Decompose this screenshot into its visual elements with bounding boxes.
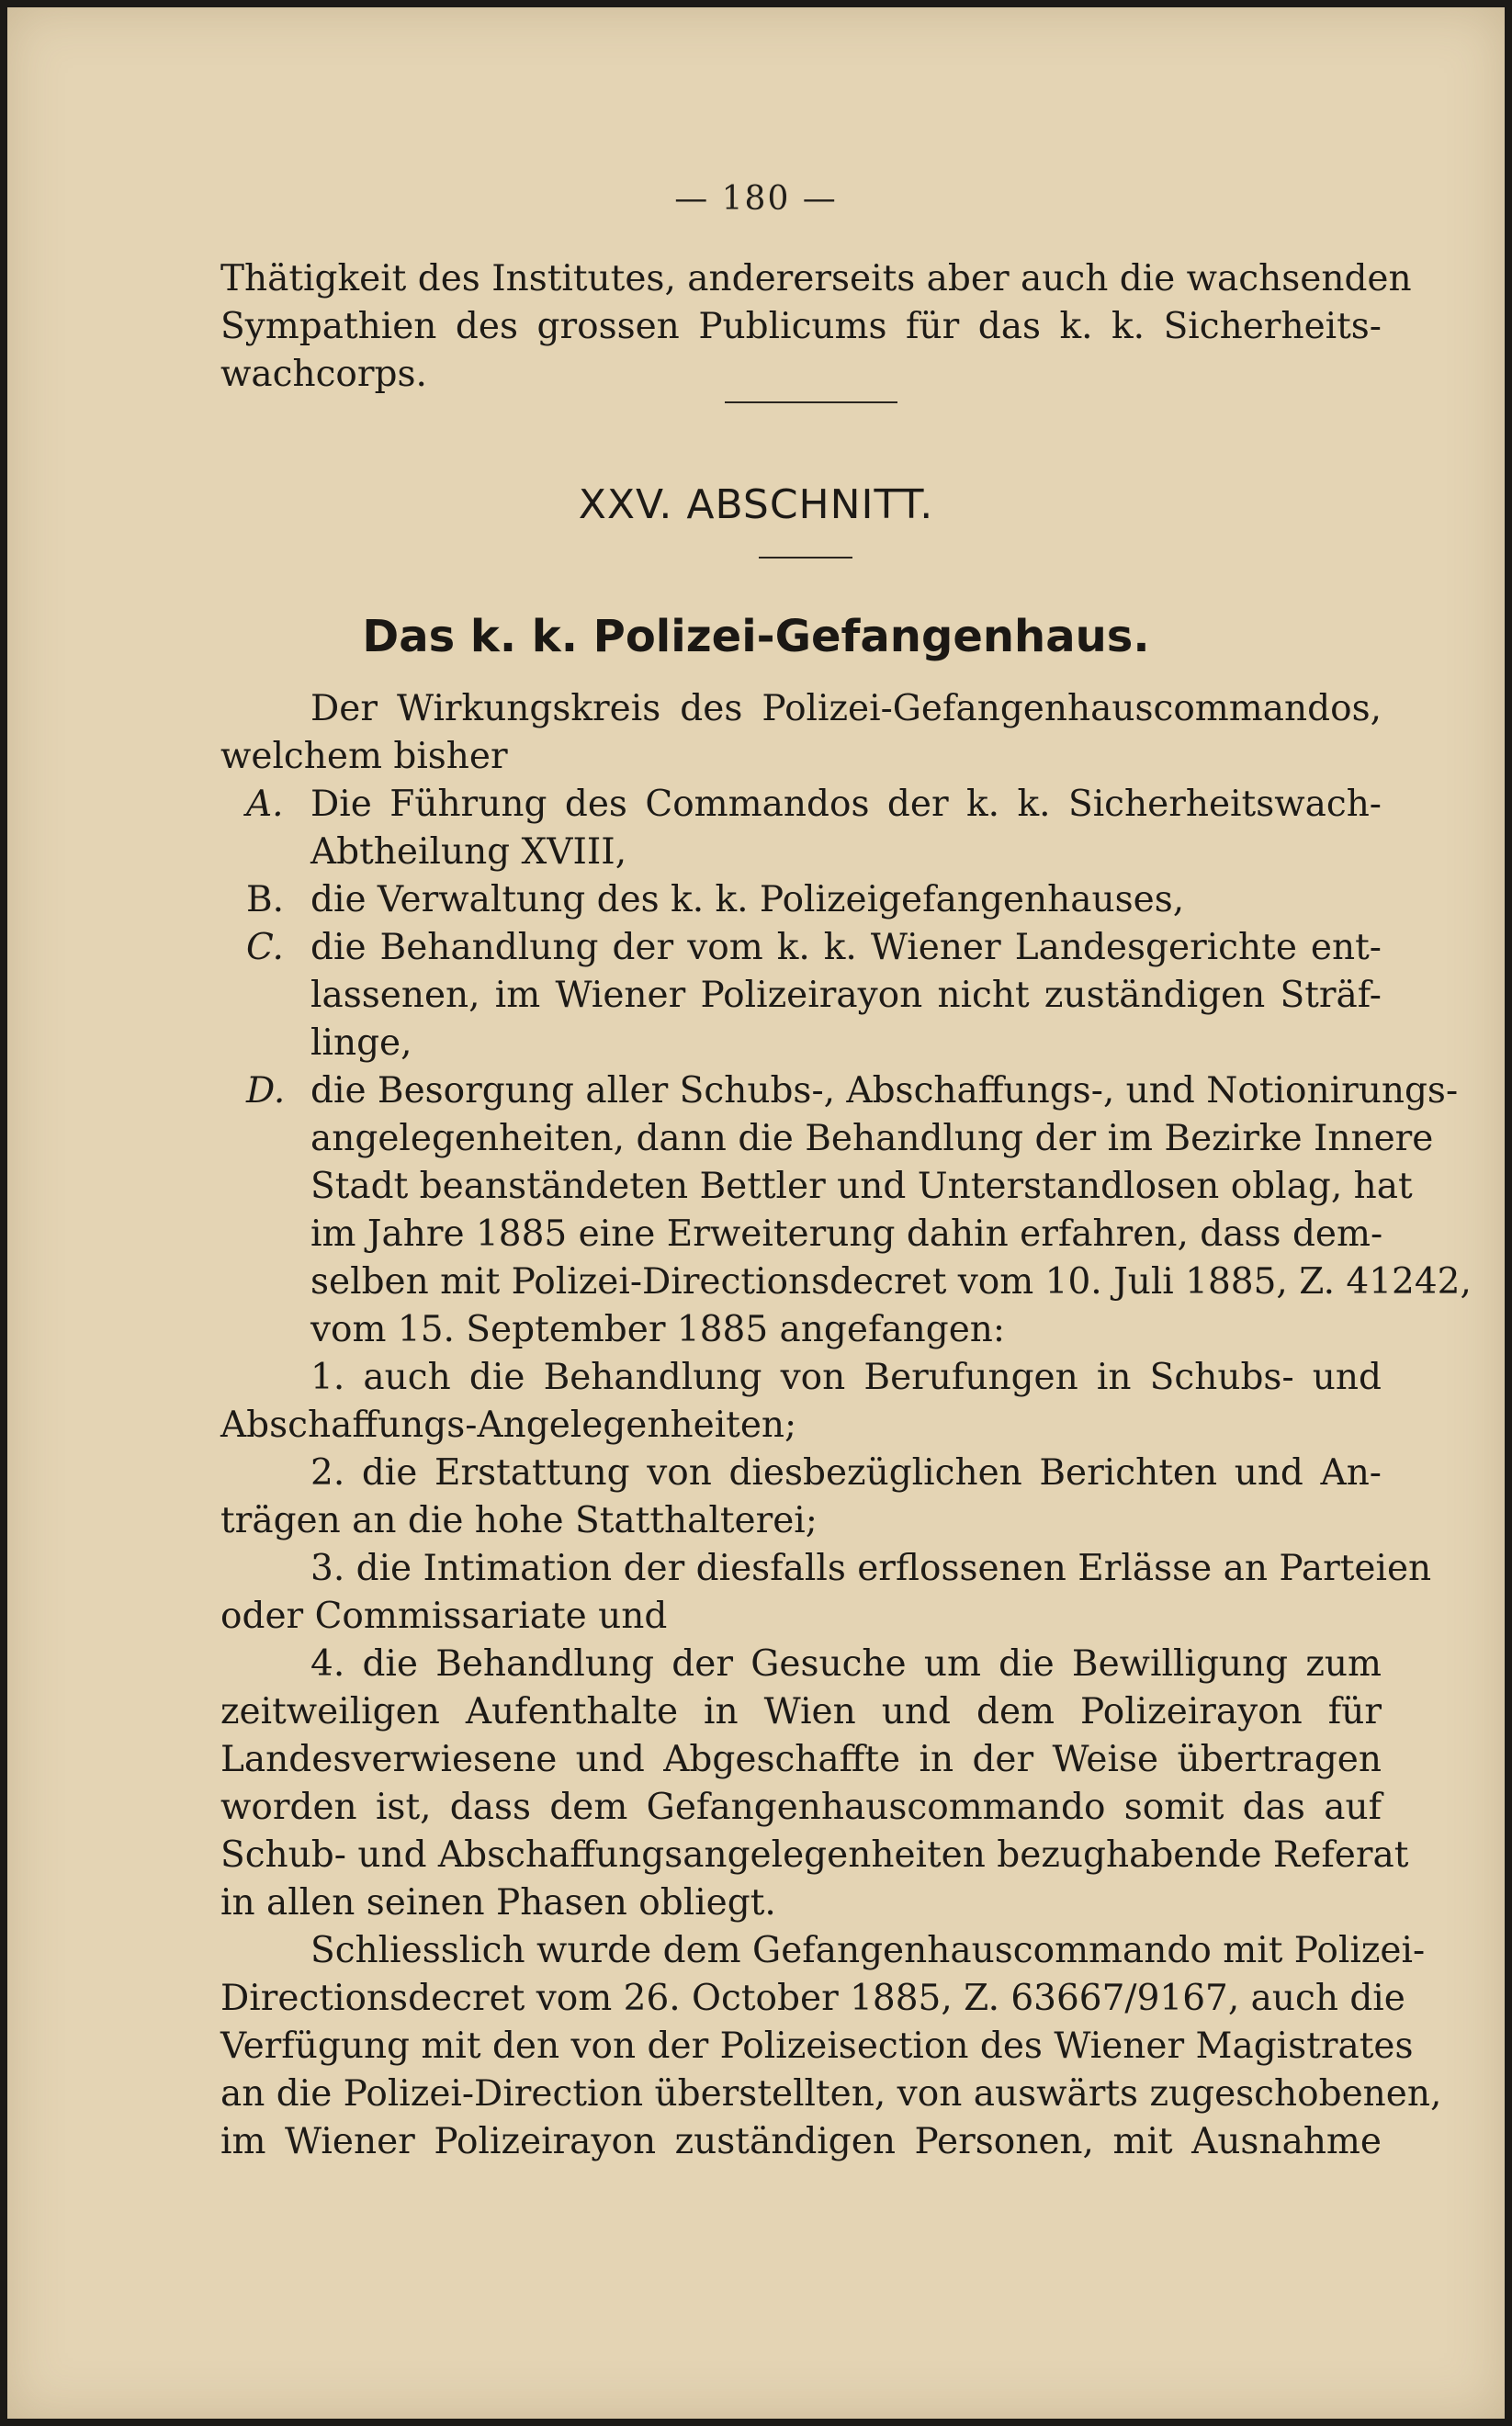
closing-line: Verfügung mit den von der Polizeisection des Wiener Magistrates bbox=[220, 2025, 1414, 2067]
list-label-b: B. bbox=[246, 879, 285, 920]
list-label-a: A. bbox=[246, 784, 284, 825]
list-label-c: C. bbox=[246, 927, 284, 968]
numbered-item-line: trägen an die hohe Statthalterei; bbox=[220, 1500, 818, 1541]
numbered-item-line: worden ist, dass dem Gefangenhauscommando somit das auf bbox=[220, 1787, 1382, 1828]
numbered-item-line: Landesverwiesene und Abgeschaffte in der Weise übertragen bbox=[220, 1739, 1382, 1780]
numbered-item-line: Abschaffungs-Angelegenheiten; bbox=[220, 1405, 797, 1446]
numbered-item-line: in allen seinen Phasen obliegt. bbox=[220, 1882, 776, 1924]
list-item-line: Stadt beanständeten Bettler und Unterstandlosen oblag, hat bbox=[310, 1166, 1413, 1207]
list-item-line: lassenen, im Wiener Polizeirayon nicht zuständigen Sträf- bbox=[310, 975, 1382, 1016]
closing-line: an die Polizei-Direction überstellten, von auswärts zugeschobenen, bbox=[220, 2073, 1442, 2115]
list-item-line: linge, bbox=[310, 1022, 412, 1064]
numbered-item-line: zeitweiligen Aufenthalte in Wien und dem Polizeirayon für bbox=[220, 1691, 1382, 1732]
list-item-line: selben mit Polizei-Directionsdecret vom 10. Juli 1885, Z. 41242, bbox=[310, 1261, 1472, 1303]
numbered-item-line: Schub- und Abschaffungsangelegenheiten bezughabende Referat bbox=[220, 1834, 1409, 1876]
intro-line: Sympathien des grossen Publicums für das k. k. Sicherheits- bbox=[220, 306, 1382, 347]
list-label-d: D. bbox=[246, 1070, 286, 1111]
list-item-line: Die Führung des Commandos der k. k. Sicherheitswach- bbox=[310, 784, 1382, 825]
closing-line: Schliesslich wurde dem Gefangenhauscommando mit Polizei- bbox=[310, 1930, 1426, 1971]
closing-line: im Wiener Polizeirayon zuständigen Personen, mit Ausnahme bbox=[220, 2121, 1382, 2162]
divider-rule-short bbox=[759, 557, 852, 559]
divider-rule bbox=[725, 401, 897, 403]
chapter-heading: Das k. k. Polizei-Gefangenhaus. bbox=[362, 611, 1150, 662]
opening-line: welchem bisher bbox=[220, 736, 508, 777]
numbered-item-line: oder Commissariate und bbox=[220, 1596, 668, 1637]
closing-line: Directionsdecret vom 26. October 1885, Z. 63667/9167, auch die bbox=[220, 1978, 1405, 2019]
list-item-line: vom 15. September 1885 angefangen: bbox=[310, 1309, 1006, 1350]
list-item-line: Abtheilung XVIII, bbox=[310, 831, 627, 873]
intro-line: Thätigkeit des Institutes, andererseits aber auch die wachsenden bbox=[220, 258, 1412, 299]
list-item-line: die Behandlung der vom k. k. Wiener Landesgerichte ent- bbox=[310, 927, 1382, 968]
list-item-line: angelegenheiten, dann die Behandlung der im Bezirke Innere bbox=[310, 1118, 1434, 1159]
opening-line: Der Wirkungskreis des Polizei-Gefangenhauscommandos, bbox=[310, 688, 1382, 729]
page-number: — 180 — bbox=[674, 180, 838, 218]
list-item-line: im Jahre 1885 eine Erweiterung dahin erfahren, dass dem- bbox=[310, 1213, 1383, 1255]
section-title: XXV. ABSCHNITT. bbox=[578, 481, 934, 528]
list-item-line: die Besorgung aller Schubs-, Abschaffungs-, und Notionirungs- bbox=[310, 1070, 1459, 1111]
numbered-item-line: 2. die Erstattung von diesbezüglichen Berichten und An- bbox=[310, 1452, 1382, 1494]
numbered-item-line: 1. auch die Behandlung von Berufungen in Schubs- und bbox=[310, 1357, 1382, 1398]
numbered-item-line: 3. die Intimation der diesfalls erflossenen Erlässe an Parteien bbox=[310, 1548, 1432, 1589]
list-item-line: die Verwaltung des k. k. Polizeigefangenhauses, bbox=[310, 879, 1185, 920]
intro-line: wachcorps. bbox=[220, 354, 427, 395]
numbered-item-line: 4. die Behandlung der Gesuche um die Bewilligung zum bbox=[310, 1643, 1382, 1685]
